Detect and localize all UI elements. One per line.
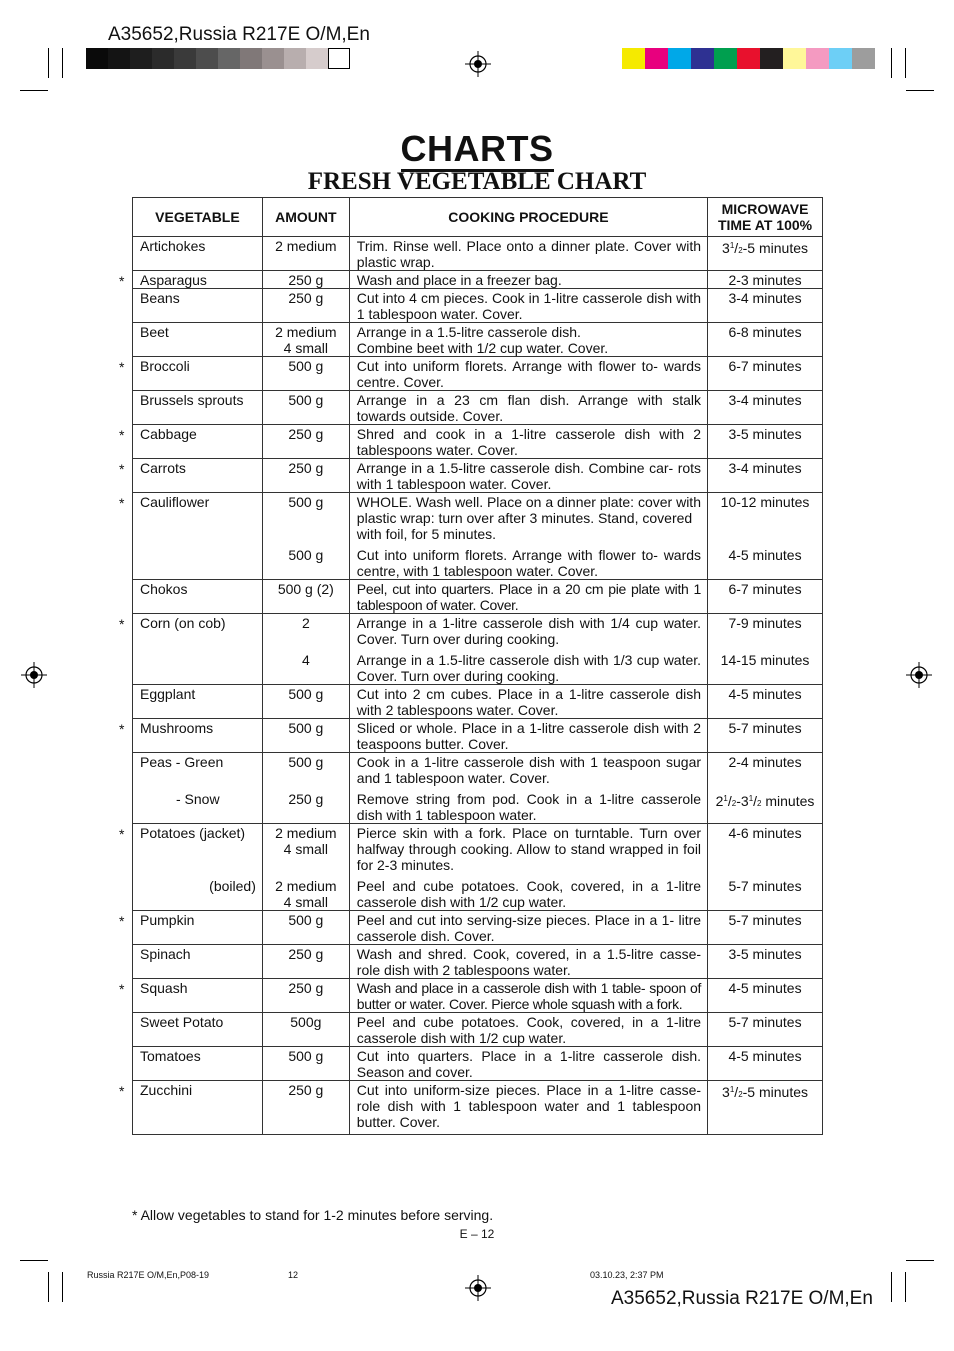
procedure-cell: Arrange in a 23 cm flan dish. Arrange with stalk towards outside. Cover. xyxy=(349,391,707,425)
amount-cell: 250 g xyxy=(262,271,349,289)
table-row xyxy=(133,459,823,493)
amount-cell: 2 medium 4 small 2 medium 4 small xyxy=(262,824,349,911)
gray-swatch xyxy=(196,48,218,69)
amount-cell: 250 g xyxy=(262,425,349,459)
procedure-cell: Arrange in a 1-litre casserole dish with 1/4 cup water. Cover. Turn over during cooking. Arrange in a 1.5-litre casserole dish with 1/3 cup water. Cover. Turn over during cooking. xyxy=(349,614,707,685)
procedure-cell: Wash and place in a freezer bag. xyxy=(349,271,707,289)
procedure-cell: Peel, cut into quarters. Place in a 20 cm pie plate with 1 tablespoon of water. Cover. xyxy=(349,580,707,614)
footer-file-name: Russia R217E O/M,En,P08-19 xyxy=(87,1270,210,1280)
time-cell: 10-12 minutes 4-5 minutes xyxy=(708,493,823,580)
header-time: MICROWAVE TIME AT 100% xyxy=(708,198,823,237)
amount-cell: 500 g xyxy=(262,357,349,391)
time-cell: $3^1/2-5$ minutes xyxy=(708,237,823,271)
table-row xyxy=(133,911,823,945)
color-calibration-bar xyxy=(622,48,875,69)
gray-swatch xyxy=(152,48,174,69)
time-cell: 6-7 minutes xyxy=(708,357,823,391)
table-row xyxy=(133,289,823,323)
procedure-cell: Cut into uniform-size pieces. Place in a 1-litre casse- role dish with 1 tablespoon water and 1 tablespoon butter. Cover. xyxy=(349,1081,707,1135)
color-swatch xyxy=(783,48,806,69)
vegetable-cell: * Mushrooms xyxy=(133,719,263,753)
gray-swatch xyxy=(306,48,328,69)
color-swatch xyxy=(852,48,875,69)
vegetable-cell: * Squash xyxy=(133,979,263,1013)
gray-swatch xyxy=(240,48,262,69)
gray-swatch xyxy=(108,48,130,69)
procedure-cell: Cut into uniform florets. Arrange with flower to- wards centre. Cover. xyxy=(349,357,707,391)
table-row xyxy=(133,945,823,979)
amount-cell: 2 medium 4 small xyxy=(262,323,349,357)
header-procedure: COOKING PROCEDURE xyxy=(349,198,707,237)
amount-cell: 250 g xyxy=(262,289,349,323)
footer-date: 03.10.23, 2:37 PM xyxy=(590,1270,664,1280)
time-cell: 6-8 minutes xyxy=(708,323,823,357)
amount-cell: 500 g xyxy=(262,391,349,425)
table-row xyxy=(133,237,823,271)
table-row xyxy=(133,614,823,685)
vegetable-cell: Beet xyxy=(133,323,263,357)
table-row xyxy=(133,1013,823,1047)
registration-target-icon xyxy=(21,662,47,688)
fresh-vegetable-table xyxy=(132,197,823,1135)
time-cell: 5-7 minutes xyxy=(708,719,823,753)
footnote: * Allow vegetables to stand for 1-2 minutes before serving. xyxy=(132,1207,494,1223)
gray-swatch xyxy=(130,48,152,69)
color-swatch xyxy=(829,48,852,69)
vegetable-cell: * Corn (on cob) xyxy=(133,614,263,685)
procedure-cell: Peel and cube potatoes. Cook, covered, in a 1-litre casserole dish with 1/2 cup water. xyxy=(349,1013,707,1047)
time-cell: 4-6 minutes 5-7 minutes xyxy=(708,824,823,911)
job-code-top: A35652,Russia R217E O/M,En xyxy=(108,24,370,45)
table-row xyxy=(133,425,823,459)
time-cell: 2-4 minutes $2^1/2-3^1/2$ minutes xyxy=(708,753,823,824)
vegetable-cell: * Broccoli xyxy=(133,357,263,391)
color-swatch xyxy=(622,48,645,69)
amount-cell: 250 g xyxy=(262,945,349,979)
amount-cell: 500g xyxy=(262,1013,349,1047)
procedure-cell: Sliced or whole. Place in a 1-litre casserole dish with 2 teaspoons butter. Cover. xyxy=(349,719,707,753)
header-amount: AMOUNT xyxy=(262,198,349,237)
procedure-cell: Shred and cook in a 1-litre casserole dish with 2 tablespoons water. Cover. xyxy=(349,425,707,459)
gray-swatch xyxy=(86,48,108,69)
procedure-cell: Pierce skin with a fork. Place on turntable. Turn over halfway through cooking. Allow to stand wrapped in foil for 2-3 minutes. Peel and cube potatoes. Cook, covered, in a 1-litre casserole dish with 1/2 cup water. xyxy=(349,824,707,911)
procedure-cell: WHOLE. Wash well. Place on a dinner plate: cover with plastic wrap: turn over after 3 minutes. Stand, covered with foil, for 5 minutes. Cut into uniform florets. Arrange with flower to- wards centre, with 1 tablespoon water. Cover. xyxy=(349,493,707,580)
gray-swatch xyxy=(284,48,306,69)
vegetable-cell: Brussels sprouts xyxy=(133,391,263,425)
amount-cell: 2 medium xyxy=(262,237,349,271)
table-row xyxy=(133,1081,823,1135)
time-cell: $3^1/2-5$ minutes xyxy=(708,1081,823,1135)
table-row xyxy=(133,580,823,614)
color-swatch xyxy=(645,48,668,69)
time-cell: 3-5 minutes xyxy=(708,945,823,979)
amount-cell: 500 g xyxy=(262,1047,349,1081)
vegetable-cell: Beans xyxy=(133,289,263,323)
time-cell: 3-4 minutes xyxy=(708,391,823,425)
vegetable-cell: Eggplant xyxy=(133,685,263,719)
grayscale-calibration-bar xyxy=(86,48,350,69)
procedure-cell: Wash and shred. Cook, covered, in a 1.5-litre casse- role dish with 2 tablespoons water. xyxy=(349,945,707,979)
footer-page: 12 xyxy=(288,1270,299,1280)
page-number: E – 12 xyxy=(459,1227,495,1241)
procedure-cell: Trim. Rinse well. Place onto a dinner plate. Cover with plastic wrap. xyxy=(349,237,707,271)
procedure-cell: Cut into quarters. Place in a 1-litre casserole dish. Season and cover. xyxy=(349,1047,707,1081)
gray-swatch xyxy=(174,48,196,69)
amount-cell: 500 g xyxy=(262,719,349,753)
procedure-cell: Peel and cut into serving-size pieces. Place in a 1- litre casserole dish. Cover. xyxy=(349,911,707,945)
amount-cell: 250 g xyxy=(262,459,349,493)
header-vegetable: VEGETABLE xyxy=(133,198,263,237)
vegetable-cell: * Cauliflower xyxy=(133,493,263,580)
table-row xyxy=(133,357,823,391)
vegetable-cell: Artichokes xyxy=(133,237,263,271)
color-swatch xyxy=(806,48,829,69)
time-cell: 6-7 minutes xyxy=(708,580,823,614)
amount-cell: 500 g 250 g xyxy=(262,753,349,824)
chart-subtitle: FRESH VEGETABLE CHART xyxy=(307,168,647,195)
table-row xyxy=(133,719,823,753)
registration-target-icon xyxy=(465,1275,491,1301)
table-row xyxy=(133,753,823,824)
procedure-cell: Arrange in a 1.5-litre casserole dish. Combine beet with 1/2 cup water. Cover. xyxy=(349,323,707,357)
amount-cell: 250 g xyxy=(262,1081,349,1135)
vegetable-cell: Sweet Potato xyxy=(133,1013,263,1047)
table-row xyxy=(133,1047,823,1081)
vegetable-cell: Spinach xyxy=(133,945,263,979)
color-swatch xyxy=(691,48,714,69)
vegetable-cell: * Carrots xyxy=(133,459,263,493)
vegetable-cell: * Cabbage xyxy=(133,425,263,459)
time-cell: 4-5 minutes xyxy=(708,685,823,719)
color-swatch xyxy=(668,48,691,69)
job-code-bottom: A35652,Russia R217E O/M,En xyxy=(611,1288,873,1309)
time-cell: 2-3 minutes xyxy=(708,271,823,289)
color-swatch xyxy=(714,48,737,69)
page-title: CHARTS xyxy=(0,128,954,170)
time-cell: 4-5 minutes xyxy=(708,979,823,1013)
procedure-cell: Cook in a 1-litre casserole dish with 1 teaspoon sugar and 1 tablespoon water. Cover. Remove string from pod. Cook in a 1-litre casserole dish with 1 tablespoon water. xyxy=(349,753,707,824)
registration-target-icon xyxy=(906,662,932,688)
amount-cell: 500 g 500 g xyxy=(262,493,349,580)
procedure-cell: Wash and place in a casserole dish with 1 table- spoon of butter or water. Cover. Pierce whole squash with a fork. xyxy=(349,979,707,1013)
time-cell: 5-7 minutes xyxy=(708,1013,823,1047)
time-cell: 3-4 minutes xyxy=(708,289,823,323)
color-swatch xyxy=(760,48,783,69)
procedure-cell: Arrange in a 1.5-litre casserole dish. Combine car- rots with 1 tablespoon water. Cover. xyxy=(349,459,707,493)
table-row xyxy=(133,493,823,580)
table-header-row xyxy=(133,198,823,237)
table-row xyxy=(133,323,823,357)
time-cell: 3-4 minutes xyxy=(708,459,823,493)
procedure-cell: Cut into 2 cm cubes. Place in a 1-litre casserole dish with 2 tablespoons water. Cover. xyxy=(349,685,707,719)
vegetable-cell: Chokos xyxy=(133,580,263,614)
time-cell: 7-9 minutes 14-15 minutes xyxy=(708,614,823,685)
amount-cell: 250 g xyxy=(262,979,349,1013)
table-row xyxy=(133,979,823,1013)
vegetable-cell: * Potatoes (jacket) (boiled) xyxy=(133,824,263,911)
vegetable-cell: * Pumpkin xyxy=(133,911,263,945)
gray-swatch xyxy=(218,48,240,69)
table-row xyxy=(133,824,823,911)
amount-cell: 500 g xyxy=(262,685,349,719)
time-cell: 4-5 minutes xyxy=(708,1047,823,1081)
procedure-cell: Cut into 4 cm pieces. Cook in 1-litre casserole dish with 1 tablespoon water. Cover. xyxy=(349,289,707,323)
table-row xyxy=(133,271,823,289)
gray-swatch xyxy=(328,48,350,69)
table-row xyxy=(133,685,823,719)
amount-cell: 500 g xyxy=(262,911,349,945)
vegetable-cell: Tomatoes xyxy=(133,1047,263,1081)
amount-cell: 500 g (2) xyxy=(262,580,349,614)
vegetable-cell: * Asparagus xyxy=(133,271,263,289)
amount-cell: 2 4 xyxy=(262,614,349,685)
vegetable-cell: Peas - Green - Snow xyxy=(133,753,263,824)
gray-swatch xyxy=(262,48,284,69)
time-cell: 3-5 minutes xyxy=(708,425,823,459)
color-swatch xyxy=(737,48,760,69)
vegetable-cell: * Zucchini xyxy=(133,1081,263,1135)
table-row xyxy=(133,391,823,425)
time-cell: 5-7 minutes xyxy=(708,911,823,945)
registration-target-icon xyxy=(465,51,491,77)
